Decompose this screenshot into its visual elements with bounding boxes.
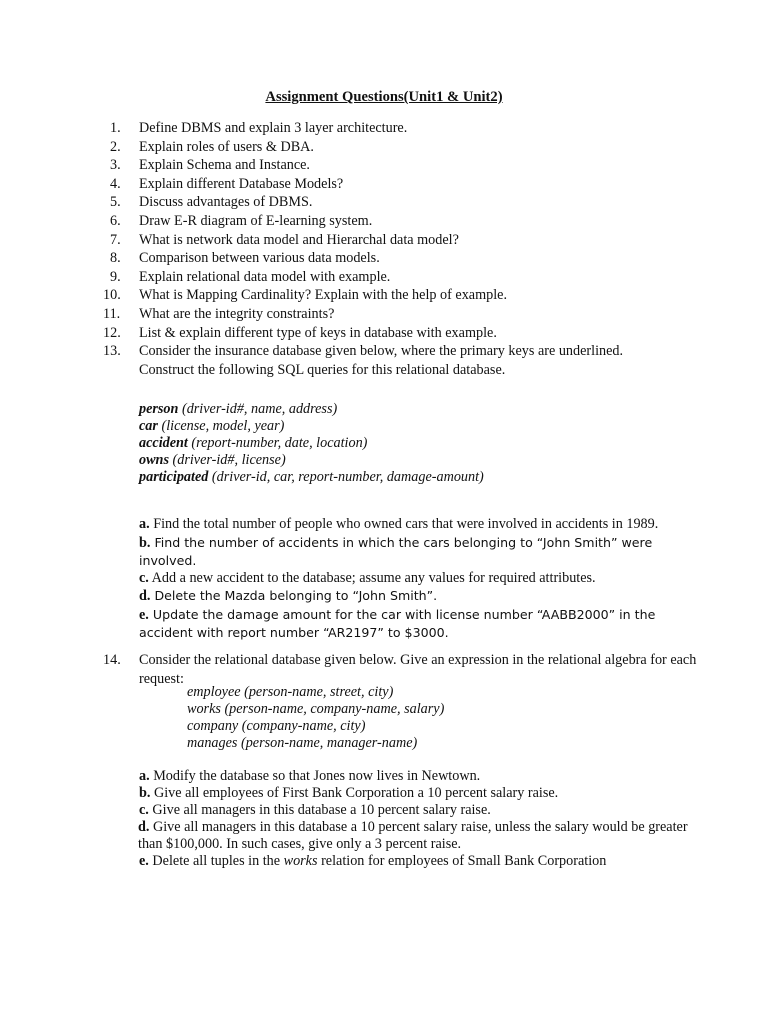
subquestion-label: d. — [139, 588, 151, 604]
question-item — [0, 305, 699, 324]
relation-attributes: (driver-id, car, report-number, damage-amount) — [208, 469, 484, 486]
subquestion-label: b. — [139, 785, 151, 802]
relation-attributes: (driver-id#, name, address) — [178, 401, 338, 417]
schema-line: works (person-name, company-name, salary) — [187, 701, 445, 718]
question-text: Comparison between various data models. — [139, 250, 380, 267]
question-number: 7. — [110, 231, 121, 248]
question-number: 4. — [110, 175, 121, 192]
question-continuation: Construct the following SQL queries for this relational database. — [139, 361, 506, 378]
subquestion-b — [139, 534, 679, 570]
question-item — [0, 193, 699, 212]
question-number: 5. — [110, 194, 121, 211]
question-item — [0, 231, 699, 250]
question-text: Draw E-R diagram of E-learning system. — [139, 212, 373, 229]
subquestion-label: d. — [138, 819, 150, 836]
question-number: 9. — [110, 268, 121, 285]
subquestion-text: Find the number of accidents in which the cars belonging to “John Smith” were involved. — [139, 534, 653, 568]
question-item — [0, 156, 699, 175]
subquestion-label: c. — [139, 569, 149, 586]
question-number: 8. — [110, 250, 121, 267]
question-text: What is network data model and Hierarchal data model? — [139, 231, 459, 248]
subquestion-text: Modify the database so that Jones now lives in Newtown. — [149, 768, 481, 784]
question-item — [0, 286, 699, 305]
schema-line: manages (person-name, manager-name) — [187, 735, 418, 752]
question-number: 12. — [103, 324, 121, 341]
question-text: Explain Schema and Instance. — [139, 157, 310, 174]
relation-name: accident — [139, 435, 188, 452]
subquestion-label: e. — [139, 606, 149, 623]
question-item — [0, 175, 699, 194]
relation-attributes: (report-number, date, location) — [187, 435, 368, 452]
question-list — [0, 119, 768, 379]
subquestion-d — [139, 587, 679, 606]
subquestion-text: relation for employees of Small Bank Corporation — [317, 853, 607, 870]
question-text: Explain relational data model with example. — [139, 268, 391, 285]
relation-name: person — [139, 401, 179, 417]
question-number: 3. — [110, 157, 121, 174]
subquestion-d — [138, 819, 709, 853]
question-text: Discuss advantages of DBMS. — [139, 194, 313, 211]
company-schema — [187, 684, 627, 752]
relation-attributes: (driver-id#, license) — [168, 452, 286, 469]
subquestion-text: Delete all tuples in the — [148, 853, 284, 870]
schema-line — [139, 435, 659, 452]
subquestion-label: a. — [139, 768, 150, 784]
subquestion-label: e. — [139, 853, 149, 870]
question-item — [0, 268, 699, 287]
question-item-14 — [0, 651, 768, 688]
question-number: 6. — [110, 212, 121, 229]
question-number: 2. — [110, 138, 121, 155]
subquestion-a — [139, 516, 679, 534]
question-item — [0, 212, 699, 231]
relation-attributes: (license, model, year) — [157, 418, 285, 435]
page-title: Assignment Questions(Unit1 & Unit2) — [265, 89, 503, 105]
question-text: What is Mapping Cardinality? Explain with the help of example. — [139, 287, 507, 304]
relation-name: participated — [139, 469, 209, 486]
q14-subquestions — [139, 768, 709, 871]
question-number: 14. — [103, 652, 121, 668]
question-item — [0, 119, 699, 138]
question-text: What are the integrity constraints? — [139, 305, 335, 322]
subquestion-text: Find the total number of people who owned cars that were involved in accidents in 1989. — [149, 516, 659, 532]
schema-line: company (company-name, city) — [187, 718, 366, 735]
subquestion-text: Give all managers in this database a 10 percent salary raise. — [148, 802, 491, 819]
question-text: List & explain different type of keys in database with example. — [139, 324, 497, 341]
question-number: 10. — [103, 287, 121, 304]
question-text: Define DBMS and explain 3 layer architecture. — [139, 120, 408, 136]
question-number: 1. — [110, 120, 121, 136]
schema-line: employee (person-name, street, city) — [187, 684, 394, 700]
question-item — [0, 324, 699, 343]
question-item — [0, 249, 699, 268]
schema-line — [139, 401, 659, 418]
schema-line — [139, 418, 659, 435]
question-number: 13. — [103, 343, 121, 360]
subquestion-b — [139, 785, 709, 802]
schema-line — [139, 469, 659, 486]
schema-line — [139, 452, 659, 469]
subquestion-label: c. — [139, 802, 149, 819]
subquestion-text: Add a new accident to the database; assume any values for required attributes. — [148, 569, 596, 586]
relation-name: car — [139, 418, 158, 435]
question-number: 11. — [103, 305, 121, 322]
subquestion-text: Give all employees of First Bank Corporation a 10 percent salary raise. — [150, 785, 559, 802]
question-text: Explain roles of users & DBA. — [139, 138, 314, 155]
question-item — [0, 342, 699, 361]
subquestion-e — [139, 853, 709, 870]
question-14 — [0, 651, 699, 688]
question-text: Explain different Database Models? — [139, 175, 344, 192]
question-item — [0, 138, 699, 157]
q13-subquestions — [139, 516, 679, 642]
subquestion-text: Give all managers in this database a 10 percent salary raise, unless the salary would be greater than $100,000. In such cases, give only a 3 percent raise. — [138, 819, 688, 853]
subquestion-label: b. — [139, 534, 151, 551]
subquestion-text: Update the damage amount for the car with license number “AABB2000” in the accident with report number “AR2197” to $3000. — [139, 606, 656, 640]
subquestion-c — [139, 570, 679, 588]
subquestion-e — [139, 606, 679, 642]
subquestion-c — [139, 802, 709, 819]
subquestion-text: Delete the Mazda belonging to “John Smith”. — [150, 588, 438, 603]
question-text: Consider the relational database given below. Give an expression in the relational algebra for each request: — [139, 652, 697, 687]
relation-name: owns — [139, 452, 169, 469]
subquestion-a — [139, 768, 709, 785]
subquestion-label: a. — [139, 516, 150, 532]
relation-name: works — [283, 853, 318, 870]
insurance-schema — [139, 401, 659, 486]
question-text: Consider the insurance database given below, where the primary keys are underlined. — [139, 343, 624, 360]
